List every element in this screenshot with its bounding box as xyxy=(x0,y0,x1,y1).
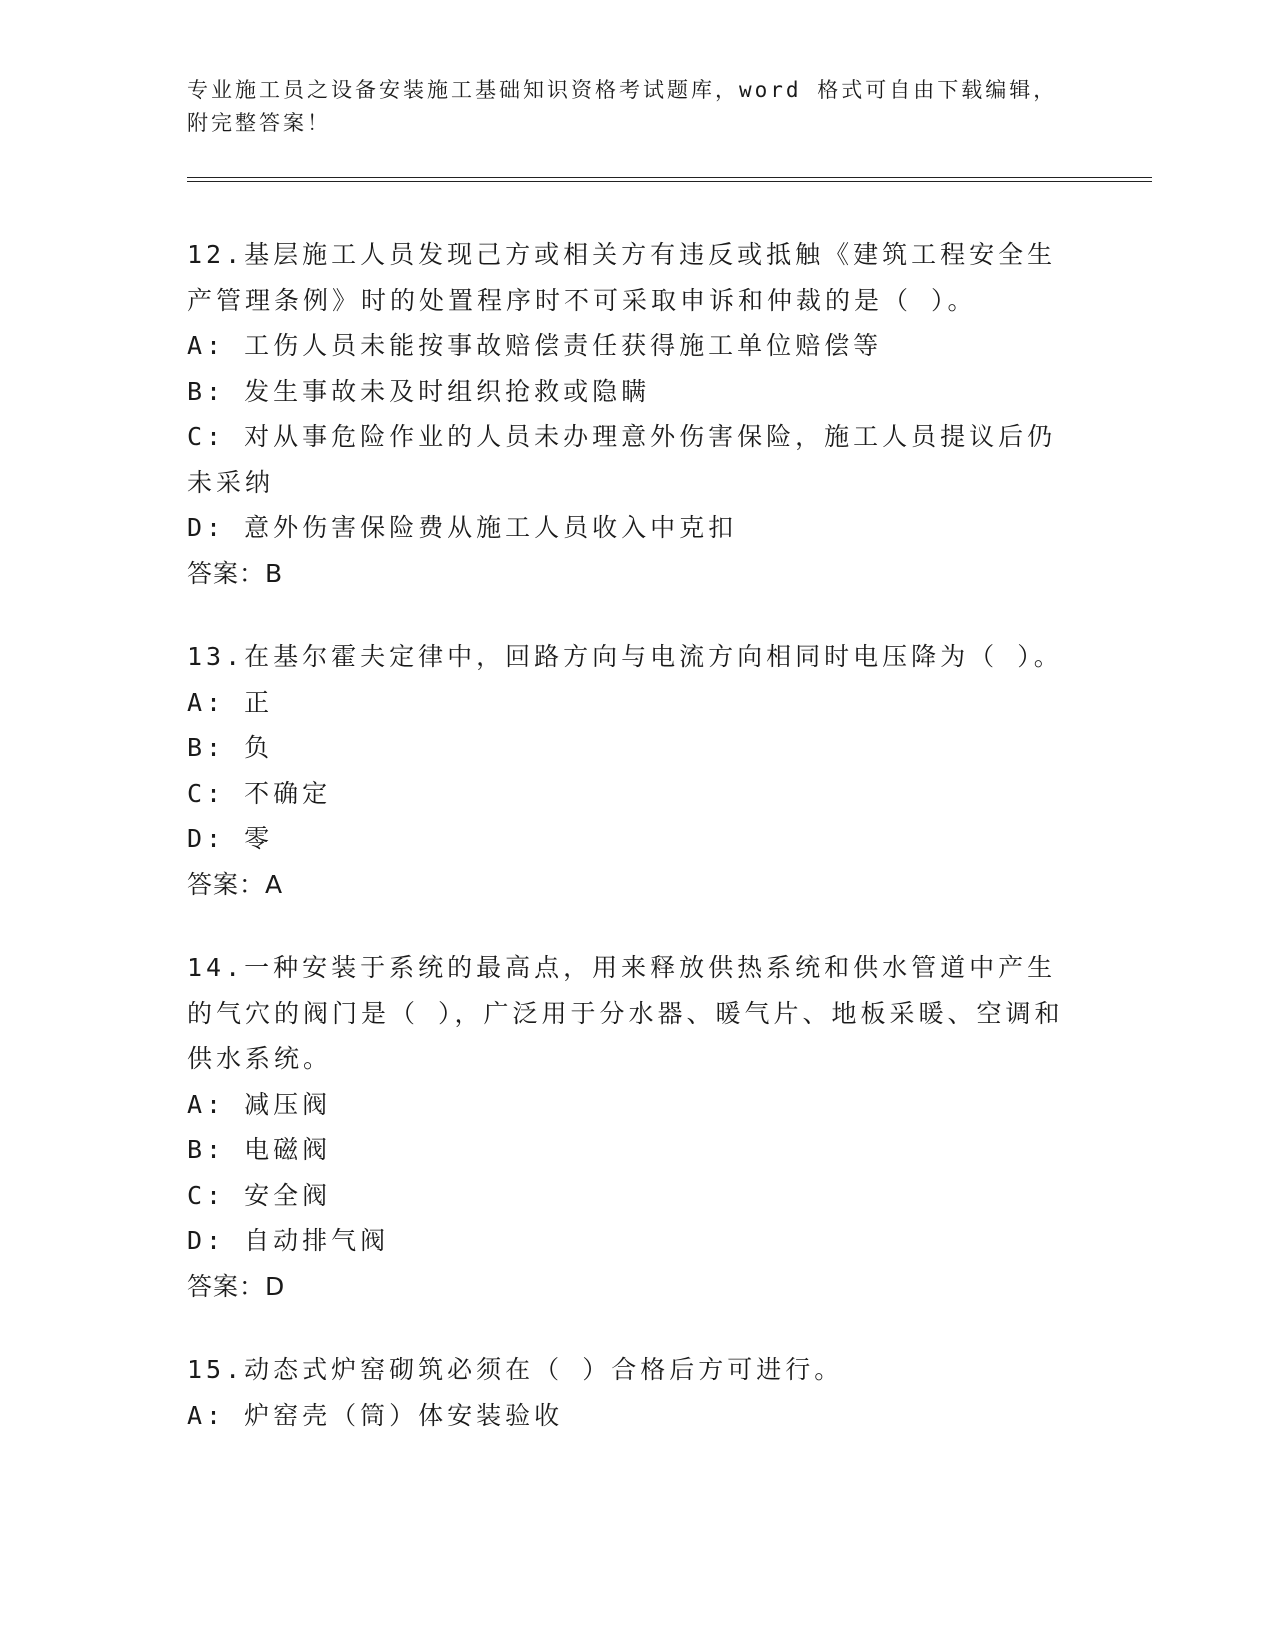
document-header xyxy=(187,74,1087,140)
option-a: A: 正 xyxy=(187,687,274,717)
option-c: C: 安全阀 xyxy=(187,1180,332,1210)
option-a: A: 工伤人员未能按事故赔偿责任获得施工单位赔偿等 xyxy=(187,331,883,360)
question-stem: 15.动态式炉窑砌筑必须在（ ）合格后方可进行。 xyxy=(187,1355,844,1384)
question-stem: 14.一种安装于系统的最高点，用来释放供热系统和供水管道中产生的气穴的阀门是（ ），广泛用于分水器、暖气片、地板采暖、空调和供水系统。 xyxy=(187,953,1064,1073)
option-c: C: 不确定 xyxy=(187,778,332,808)
option-b: B: 发生事故未及时组织抢救或隐瞒 xyxy=(187,376,651,406)
answer: 答案：B xyxy=(187,558,284,588)
option-c: C: 对从事危险作业的人员未办理意外伤害保险，施工人员提议后仍未采纳 xyxy=(187,422,1057,497)
question-13 xyxy=(187,634,1077,907)
option-b: B: 电磁阀 xyxy=(187,1135,332,1164)
question-stem: 12.基层施工人员发现己方或相关方有违反或抵触《建筑工程安全生产管理条例》时的处置程序时不可采取申诉和仲裁的是（ ）。 xyxy=(187,240,1057,315)
answer: 答案：A xyxy=(187,869,284,899)
question-12 xyxy=(187,232,1077,596)
header-line-2: 附完整答案！ xyxy=(187,111,331,135)
header-double-rule xyxy=(187,177,1152,182)
option-d: D: 自动排气阀 xyxy=(187,1226,390,1255)
question-list xyxy=(187,232,1077,1476)
question-14 xyxy=(187,945,1077,1309)
option-d: D: 零 xyxy=(187,824,274,853)
header-line-1: 专业施工员之设备安装施工基础知识资格考试题库，word 格式可自由下载编辑， xyxy=(187,78,1058,102)
option-b: B: 负 xyxy=(187,733,274,762)
question-stem: 13.在基尔霍夫定律中，回路方向与电流方向相同时电压降为（ ）。 xyxy=(187,642,1063,671)
question-15 xyxy=(187,1347,1077,1438)
option-a: A: 炉窑壳（筒）体安装验收 xyxy=(187,1400,564,1430)
answer: 答案：D xyxy=(187,1271,286,1301)
option-a: A: 减压阀 xyxy=(187,1089,332,1119)
option-d: D: 意外伤害保险费从施工人员收入中克扣 xyxy=(187,513,738,542)
